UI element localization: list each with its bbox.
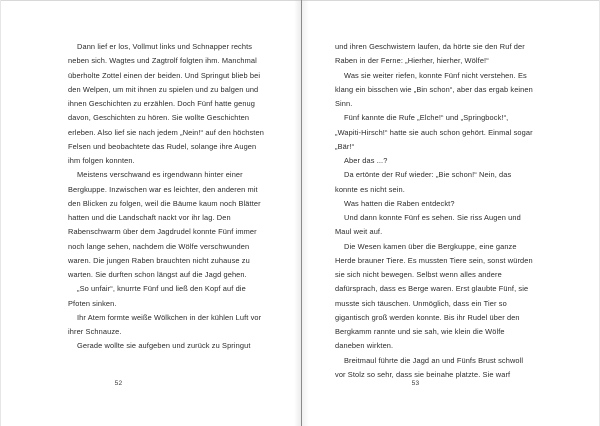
paragraph: Was hatten die Raben entdeckt?	[344, 198, 455, 208]
page-right	[301, 0, 600, 426]
page-number-right: 53	[411, 380, 420, 387]
page-right-text-block	[335, 40, 533, 382]
paragraph: Fünf kannte die Rufe „Elche!“ und „Springbock!“, „Wapiti-Hirsch!“ hatte sie auch schon gehört. Einmal sogar „Bär!“	[335, 113, 533, 151]
paragraph: Da ertönte der Ruf wieder: „Bie schon!“ Nein, das konnte es nicht sein.	[335, 170, 512, 194]
paragraph: „So unfair“, knurrte Fünf und ließ den Kopf auf die Pfoten sinken.	[68, 284, 246, 308]
page-left-text-block	[68, 40, 264, 354]
paragraph: Gerade wollte sie aufgeben und zurück zu Springut	[77, 341, 251, 351]
paragraph: Aber das ...?	[344, 156, 388, 165]
paragraph: Meistens verschwand es irgendwann hinter einer Bergkuppe. Inzwischen war es leichter, den anderen mit den Blicken zu folgen, weil die Bäume kaum noch Blätter hatten und die Landschaft nackt vor ihr lag. Den Rabenschwarm über dem Jagdrudel konnte Fünf immer noch lange sehen, nachdem die Wölfe verschwunden waren. Die jungen Raben brauchten nicht zuhause zu warten. Sie durften schon längst auf die Jagd gehen.	[68, 170, 261, 279]
paragraph: Breitmaul führte die Jagd an und Fünfs Brust schwoll vor Stolz so sehr, dass sie beinahe platzte. Sie warf	[335, 355, 524, 379]
paragraph: Ihr Atem formte weiße Wölkchen in der kühlen Luft vor ihrer Schnauze.	[68, 312, 262, 336]
page-number-left: 52	[114, 380, 123, 387]
paragraph: und ihren Geschwistern laufen, da hörte sie den Ruf der Raben in der Ferne: „Hierher, hierher, Wölfe!“	[335, 42, 525, 66]
paragraph: Dann lief er los, Vollmut links und Schnapper rechts neben sich. Wagtes und Zagtrolf folgten ihm. Manchmal überholte Zottel einen der beiden. Und Springut blieb bei den Welpen, um mit ihnen zu spielen und zu balgen und ihnen Geschichten zu erzählen. Doch Fünf hatte genug davon, Geschichten zu hören. Sie wollte Geschichten erleben. Also lief sie nach jedem „Nein!“ auf den höchsten Felsen und beobachtete das Rudel, solange ihre Augen ihm folgen konnten.	[68, 42, 264, 165]
paragraph: Was sie weiter riefen, konnte Fünf nicht verstehen. Es klang ein bisschen wie „Bin schon“, aber das ergab keinen Sinn.	[335, 70, 533, 108]
paragraph: Die Wesen kamen über die Bergkuppe, eine ganze Herde brauner Tiere. Es mussten Tiere sein, sonst würden sie sich nicht bewegen. Selbst wenn alles andere dafürsprach, dass es Berge waren. Erst glaubte Fünf, sie musste sich täuschen. Unmöglich, dass ein Tier so gigantisch groß werden konnte. Bis ihr Rudel über den Bergkamm rannte und sie sah, wie klein die Wölfe daneben wirkten.	[335, 241, 533, 351]
paragraph: Und dann konnte Fünf es sehen. Sie riss Augen und Maul weit auf.	[335, 213, 521, 237]
